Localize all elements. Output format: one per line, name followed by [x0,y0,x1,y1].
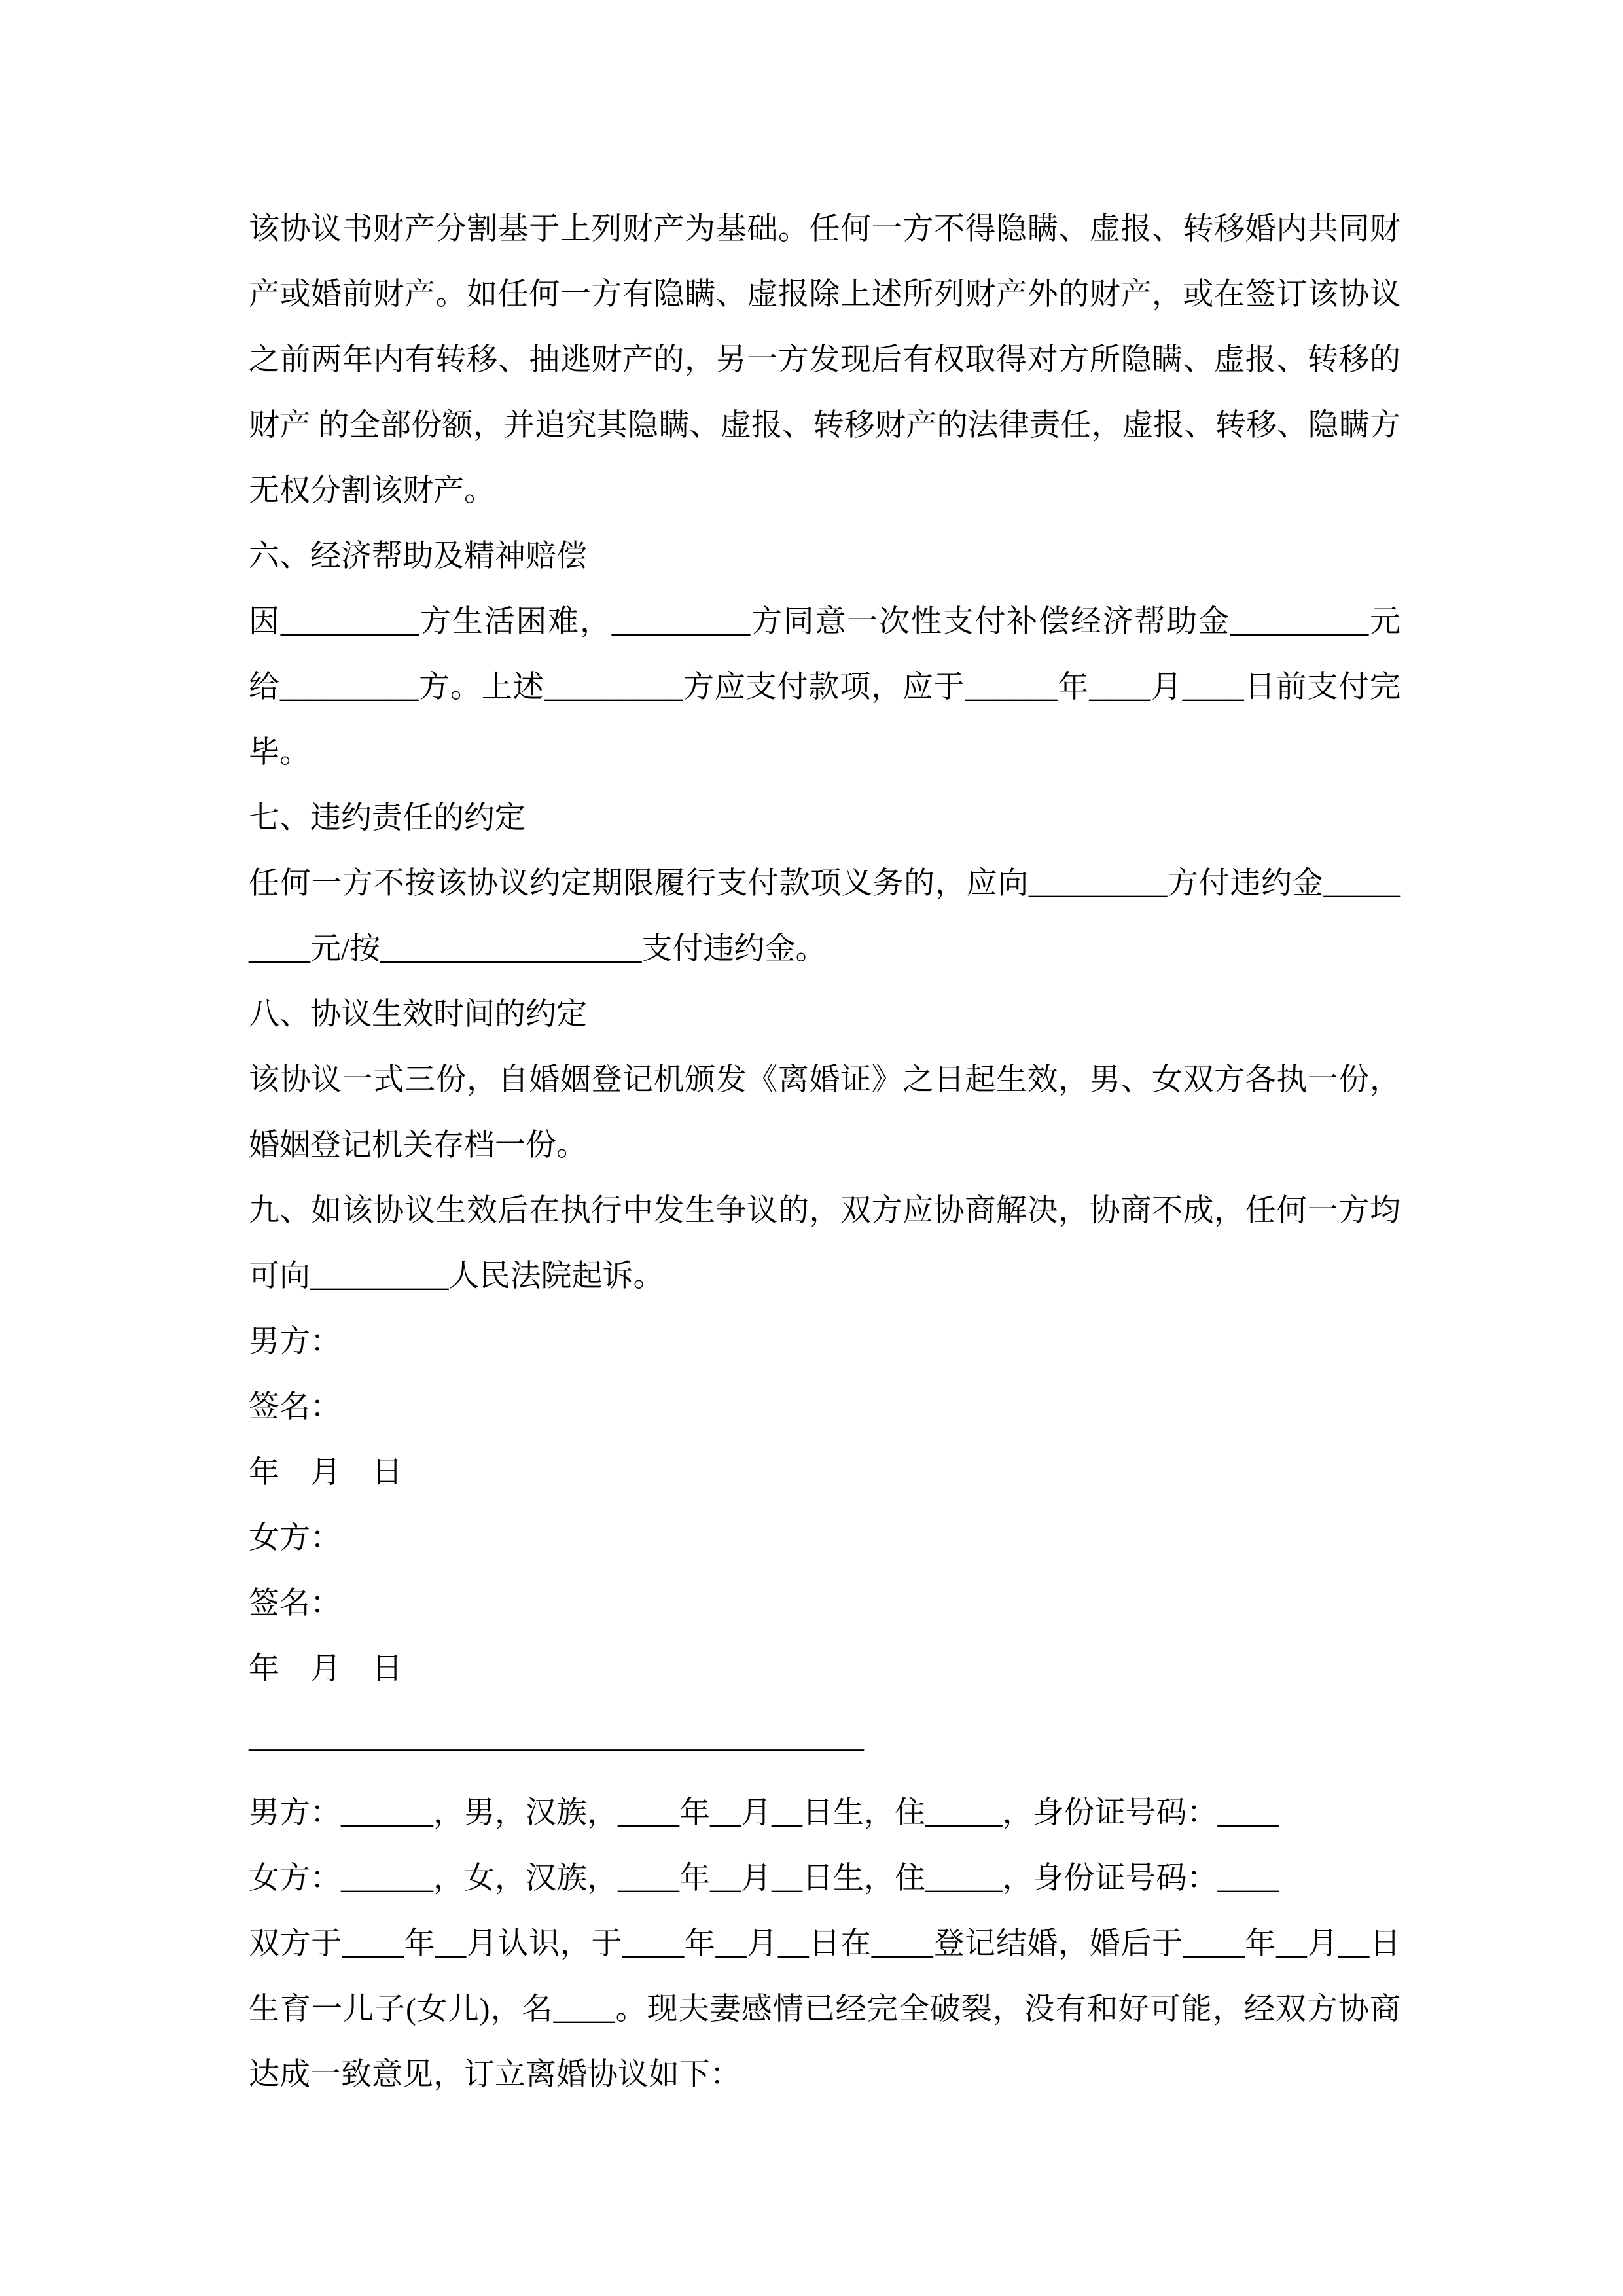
male-date-line: 年 月 日 [249,1456,402,1490]
appendix-marriage-info-paragraph: 双方于____年__月认识，于____年__月__日在____登记结婚，婚后于____年__月__日生育一儿子(女儿)，名____。现夫妻感情已经完全破裂，没有和好可能，经双方协商达成一致意见，订立离婚协议如下： [249,1927,1400,2092]
paragraph-breach-liability: 任何一方不按该协议约定期限履行支付款项义务的，应向_________方付违约金_________元/按_________________支付违约金。 [249,867,1400,966]
heading-section-eight: 八、协议生效时间的约定 [249,997,587,1031]
male-signature-label: 签名： [249,1390,341,1424]
male-party-label: 男方： [249,1325,341,1359]
paragraph-effective-time: 该协议一式三份，自婚姻登记机颁发《离婚证》之日起生效，男、女双方各执一份，婚姻登记机关存档一份。 [249,1063,1400,1162]
female-date-line: 年 月 日 [249,1652,402,1686]
appendix-male-info-line: 男方：______，男，汉族，____年__月__日生，住_____，身份证号码：____ [249,1796,1279,1830]
dash-divider: ———————————————————— [249,1731,864,1765]
heading-section-seven: 七、违约责任的约定 [249,801,526,835]
paragraph-dispute-resolution: 九、如该协议生效后在执行中发生争议的，双方应协商解决，协商不成，任何一方均可向_________人民法院起诉。 [249,1194,1400,1293]
paragraph-economic-aid: 因_________方生活困难，_________方同意一次性支付补偿经济帮助金_________元给_________方。上述_________方应支付款项，应于______年____月____日前支付完毕。 [249,605,1400,770]
paragraph-property-basis: 该协议书财产分割基于上列财产为基础。任何一方不得隐瞒、虚报、转移婚内共同财产或婚前财产。如任何一方有隐瞒、虚报除上述所列财产外的财产，或在签订该协议之前两年内有转移、抽逃财产的，另一方发现后有权取得对方所隐瞒、虚报、转移的财产 的全部份额，并追究其隐瞒、虚报、转移财产的法律责任，虚报、转移、隐瞒方无权分割该财产。 [249,212,1400,508]
appendix-female-info-line: 女方：______，女，汉族，____年__月__日生，住_____，身份证号码：____ [249,1861,1279,1895]
female-signature-label: 签名： [249,1587,341,1621]
female-party-label: 女方： [249,1521,341,1555]
heading-section-six: 六、经济帮助及精神赔偿 [249,539,587,573]
